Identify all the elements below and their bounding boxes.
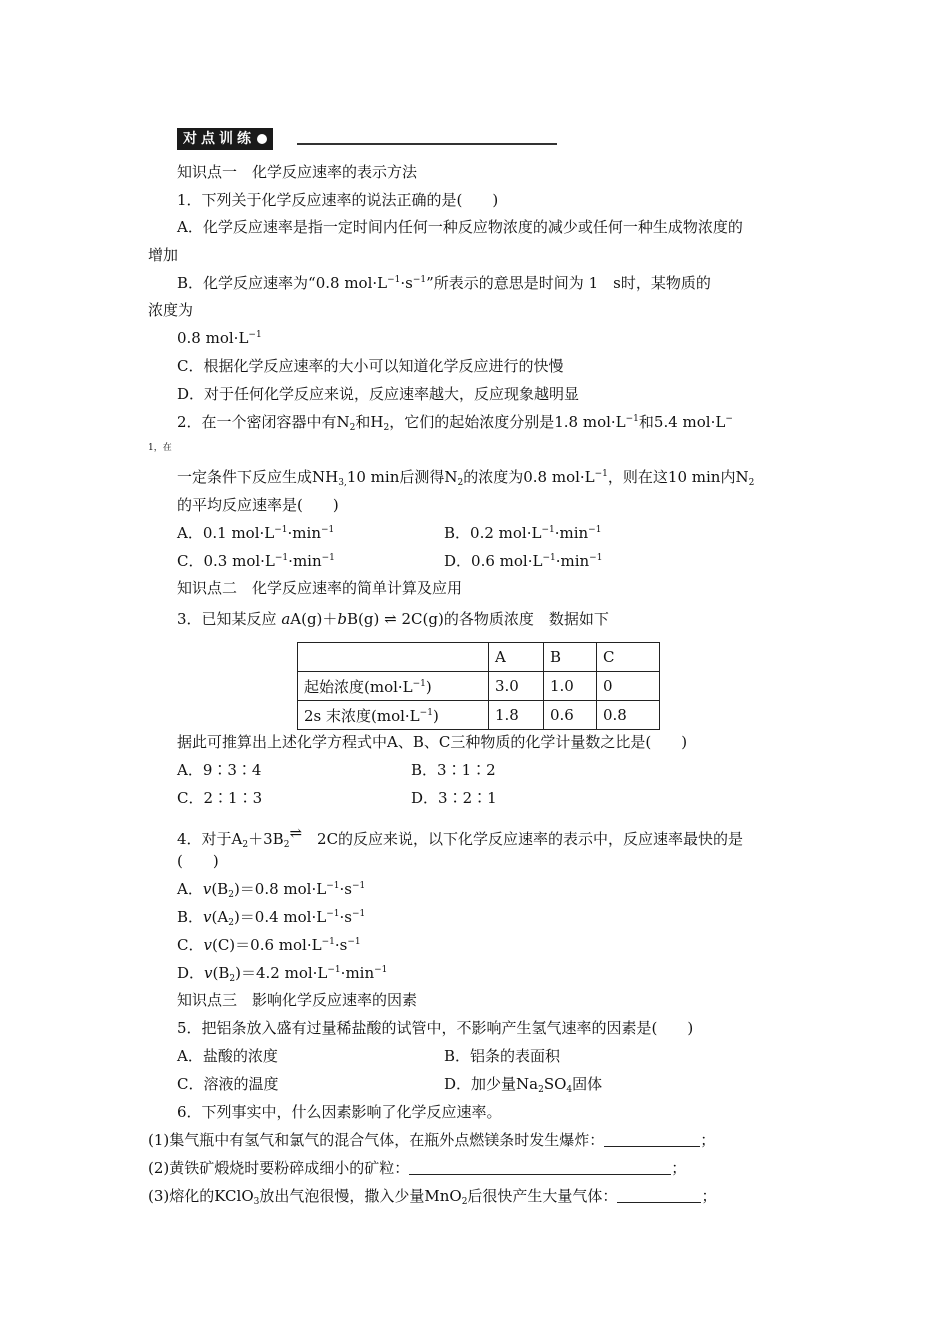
q2-option-a: A．0.1 $mol\cdot L^{-1}\cdot\min^{-1}$ bbox=[177, 524, 335, 542]
q2-option-d: D．0.6 $mol\cdot L^{-1}\cdot\min^{-1}$ bbox=[444, 552, 603, 570]
q5-option-d: D．加少量$Na_2SO_4$固体 bbox=[444, 1075, 603, 1095]
q5-stem: 5．把铝条放入盛有过量稀盐酸的试管中，不影响产生氢气速率的因素是( ) bbox=[177, 1019, 694, 1037]
table-cell: 2s 末浓度$(mol\cdot L^{-1})$ bbox=[298, 701, 489, 730]
q1-option-a-cont: 增加 bbox=[148, 246, 179, 264]
header-rule bbox=[297, 143, 557, 145]
q2-stem-line4: 的平均反应速率是( ) bbox=[177, 496, 339, 514]
equilibrium-arrow-icon: ⇌ bbox=[384, 610, 397, 628]
table-cell: 0.6 bbox=[544, 701, 597, 730]
bullet-icon bbox=[257, 134, 267, 144]
table-header-row bbox=[298, 643, 660, 672]
q1-stem: 1．下列关于化学反应速率的说法正确的是( ) bbox=[177, 191, 499, 209]
q6-part-2: (2)黄铁矿煅烧时要粉碎成细小的矿粒： ； bbox=[148, 1159, 687, 1177]
knowledge-point-3: 知识点三 影响化学反应速率的因素 bbox=[177, 991, 418, 1009]
table-header-cell: C bbox=[597, 643, 660, 672]
q2-option-c: C．0.3 $mol\cdot L^{-1}\cdot\min^{-1}$ bbox=[177, 552, 335, 570]
table-header-cell: A bbox=[489, 643, 544, 672]
q3-question: 据此可推算出上述化学方程式中A、B、C三种物质的化学计量数之比是( ) bbox=[177, 733, 688, 751]
q1-option-d: D．对于任何化学反应来说，反应速率越大，反应现象越明显 bbox=[177, 385, 580, 403]
q5-option-b: B．铝条的表面积 bbox=[444, 1047, 561, 1065]
table-header-cell: B bbox=[544, 643, 597, 672]
table-cell: 起始浓度$(mol\cdot L^{-1})$ bbox=[298, 672, 489, 701]
q5-option-c: C．溶液的温度 bbox=[177, 1075, 279, 1093]
q2-stem: 2．在一个密闭容器中有$N_2$和$H_2$，它们的起始浓度分别是1.8 $mol\cdot L^{-1}$和5.4 mol·L− bbox=[177, 413, 733, 433]
q3-option-a: A．9∶3∶4 bbox=[177, 761, 262, 779]
section-header bbox=[177, 128, 273, 150]
q3-option-d: D．3∶2∶1 bbox=[411, 789, 497, 807]
q1-option-a: A．化学反应速率是指一定时间内任何一种反应物浓度的减少或任何一种生成物浓度的 bbox=[177, 218, 743, 236]
q1-option-b: B．化学反应速率为“0.8 $mol\cdot L^{-1}\cdot s^{-1}$”所表示的意思是时间为 1 s时，某物质的 bbox=[177, 274, 711, 292]
knowledge-point-2: 知识点二 化学反应速率的简单计算及应用 bbox=[177, 579, 463, 597]
q4-option-a: A．$v(B_2)=0.8$ $mol\cdot L^{-1}\cdot s^{-1}$ bbox=[177, 880, 366, 900]
q5-option-a: A．盐酸的浓度 bbox=[177, 1047, 278, 1065]
q2-stem-cont: 1，在 bbox=[148, 443, 172, 453]
answer-blank[interactable] bbox=[604, 1132, 700, 1147]
answer-blank[interactable] bbox=[409, 1160, 671, 1175]
q1-option-b-cont: 浓度为 bbox=[148, 301, 194, 319]
q4-stem-cont: ( ) bbox=[177, 852, 219, 870]
q4-stem: 4．对于$A_2+3B_2\rightleftharpoons$ 2C的反应来说，以下化学反应速率的表示中，反应速率最快的是 bbox=[177, 824, 744, 850]
q4-option-b: B．$v(A_2)=0.4$ $mol\cdot L^{-1}\cdot s^{-1}$ bbox=[177, 908, 366, 928]
q3-option-b: B．3∶1∶2 bbox=[411, 761, 496, 779]
table-cell: 0 bbox=[597, 672, 660, 701]
table-cell: 3.0 bbox=[489, 672, 544, 701]
q3-stem: 3．已知某反应 aA(g)＋bB(g) ⇌ 2C(g)的各物质浓度 数据如下 bbox=[177, 610, 609, 628]
table-cell: 0.8 bbox=[597, 701, 660, 730]
q6-stem: 6．下列事实中，什么因素影响了化学反应速率。 bbox=[177, 1103, 502, 1121]
q3-option-c: C．2∶1∶3 bbox=[177, 789, 263, 807]
section-header-label: 对点训练 bbox=[177, 128, 273, 150]
concentration-table bbox=[297, 642, 660, 730]
table-cell: 1.8 bbox=[489, 701, 544, 730]
q2-option-b: B．0.2 $mol\cdot L^{-1}\cdot\min^{-1}$ bbox=[444, 524, 602, 542]
table-row bbox=[298, 672, 660, 701]
q2-stem-line3: 一定条件下反应生成$NH_{3,}10$ min后测得$N_2$的浓度为0.8 $mol\cdot L^{-1}$，则在这10 min内$N_2$ bbox=[177, 468, 755, 488]
table-header-cell bbox=[298, 643, 489, 672]
table-cell: 1.0 bbox=[544, 672, 597, 701]
q6-part-1: (1)集气瓶中有氢气和氯气的混合气体，在瓶外点燃镁条时发生爆炸： ； bbox=[148, 1131, 716, 1149]
q4-option-d: D．$v(B_2)=4.2$ $mol\cdot L^{-1}\cdot\min^{-1}$ bbox=[177, 964, 388, 984]
table-row bbox=[298, 701, 660, 730]
q4-option-c: C．v(C)＝0.6 $mol\cdot L^{-1}\cdot s^{-1}$ bbox=[177, 936, 361, 954]
knowledge-point-1: 知识点一 化学反应速率的表示方法 bbox=[177, 163, 418, 181]
q1-option-c: C．根据化学反应速率的大小可以知道化学反应进行的快慢 bbox=[177, 357, 564, 375]
answer-blank[interactable] bbox=[617, 1188, 701, 1203]
q1-option-b-value: 0.8 $mol\cdot L^{-1}$ bbox=[177, 329, 262, 347]
equilibrium-arrow-icon: ⇌ bbox=[289, 824, 303, 842]
q6-part-3: (3)熔化的KClO$_3$放出气泡很慢，撒入少量MnO$_2$后很快产生大量气体： ； bbox=[148, 1187, 717, 1207]
